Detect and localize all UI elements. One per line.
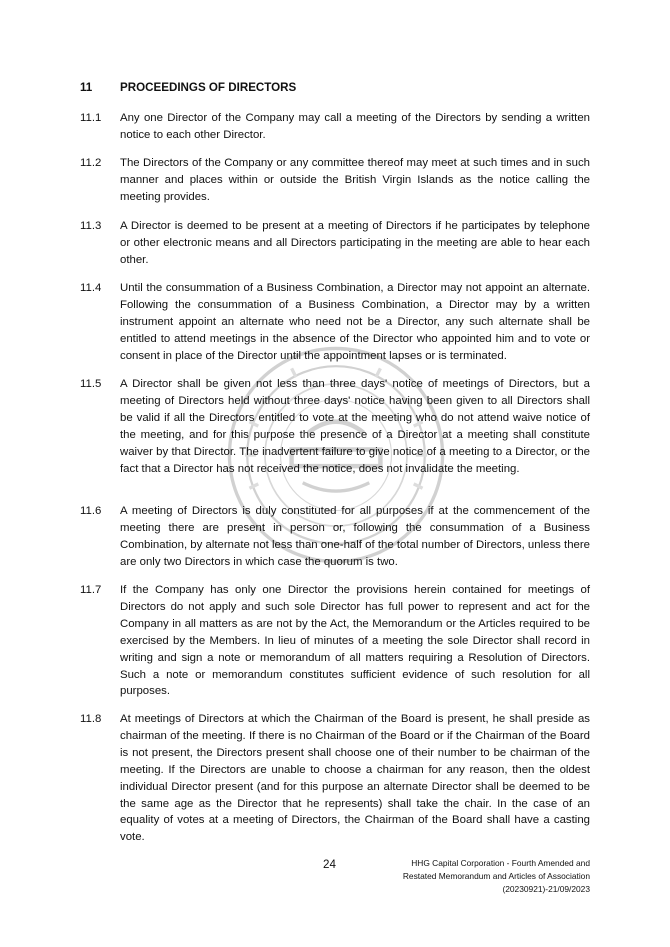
- clause-text: Until the consummation of a Business Combination, a Director may not appoint an alternate. Following the consummation of a Business Combination, a Director may by a written instrument appoint an alternate who need not be a Director, any such alternate shall be entitled to attend meetings in the absence of the Director who appointed him and to vote or consent in place of the Director until the appointment lapses or is terminated.: [120, 282, 590, 362]
- clause-text: A Director shall be given not less than three days' notice of meetings of Directors, but a meeting of Directors held without three days' notice having been given to all Directors shall be valid if all the Directors entitled to vote at the meeting who do not attend waive notice of the meeting, and for this purpose the presence of a Director at a meeting shall constitute waiver by that Director. The inadvertent failure to give notice of a meeting to a Director, or the fact that a Director has not received the notice, does not invalidate the meeting.: [120, 378, 590, 475]
- clause-11-8: [80, 711, 590, 846]
- clause-text: If the Company has only one Director the provisions herein contained for meetings of Directors do not apply and such sole Director has full power to represent and act for the Company in all matters as are not by the Act, the Memorandum or the Articles required to be exercised by the Members. In lieu of minutes of a meeting the sole Director shall record in writing and sign a note or memorandum of all matters requiring a Resolution of Directors. Such a note or memorandum constitutes sufficient evidence of such resolution for all purposes.: [120, 584, 590, 698]
- footer-line: (20230921)-21/09/2023: [502, 883, 590, 894]
- clause-text: A Director is deemed to be present at a meeting of Directors if he participates by telephone or other electronic means and all Directors participating in the meeting are able to hear each other.: [120, 220, 590, 266]
- clause-11-1: [80, 110, 590, 144]
- page-number: 24: [323, 858, 336, 871]
- clause-11-4: [80, 280, 590, 365]
- clause-text: Any one Director of the Company may call a meeting of the Directors by sending a written notice to each other Director.: [120, 112, 590, 141]
- clause-11-2: [80, 155, 590, 206]
- clause-text: At meetings of Directors at which the Chairman of the Board is present, he shall preside as chairman of the meeting. If there is no Chairman of the Board or if the Chairman of the Board is not present, the Directors present shall choose one of their number to be chairman of the meeting. If the Directors are unable to choose a chairman for any reason, then the oldest individual Director present (and for this purpose an alternate Director shall be deemed to be the same age as the Director that he represents) shall take the chair. In the case of an equality of votes at a meeting of Directors, the Chairman of the Board shall have a casting vote.: [120, 713, 590, 844]
- clause-number: 11.5: [80, 378, 102, 390]
- clause-number: 11.1: [80, 112, 102, 124]
- clause-number: 11.4: [80, 282, 102, 294]
- clause-text: The Directors of the Company or any committee thereof may meet at such times and in such manner and places within or outside the British Virgin Islands as the notice calling the meeting provides.: [120, 157, 590, 203]
- clause-text: A meeting of Directors is duly constituted for all purposes if at the commencement of the meeting there are present in person or, following the consummation of a Business Combination, by alternate not less than one-half of the total number of Directors, unless there are only two Directors in which case the quorum is two.: [120, 505, 590, 568]
- clause-11-5: [80, 376, 590, 477]
- clause-11-7: [80, 582, 590, 700]
- footer-line: Restated Memorandum and Articles of Association: [402, 870, 590, 881]
- section-heading: [80, 81, 296, 94]
- clause-number: 11.8: [80, 713, 102, 725]
- section-title: PROCEEDINGS OF DIRECTORS: [120, 81, 297, 94]
- clause-11-3: [80, 218, 590, 269]
- clause-number: 11.2: [80, 157, 102, 169]
- clause-number: 11.3: [80, 220, 102, 232]
- document-footer: [403, 857, 590, 895]
- clause-11-6: [80, 503, 590, 571]
- clause-number: 11.7: [80, 584, 102, 596]
- footer-line: HHG Capital Corporation - Fourth Amended and: [411, 858, 590, 868]
- section-number: 11: [80, 81, 93, 94]
- clause-number: 11.6: [80, 505, 102, 517]
